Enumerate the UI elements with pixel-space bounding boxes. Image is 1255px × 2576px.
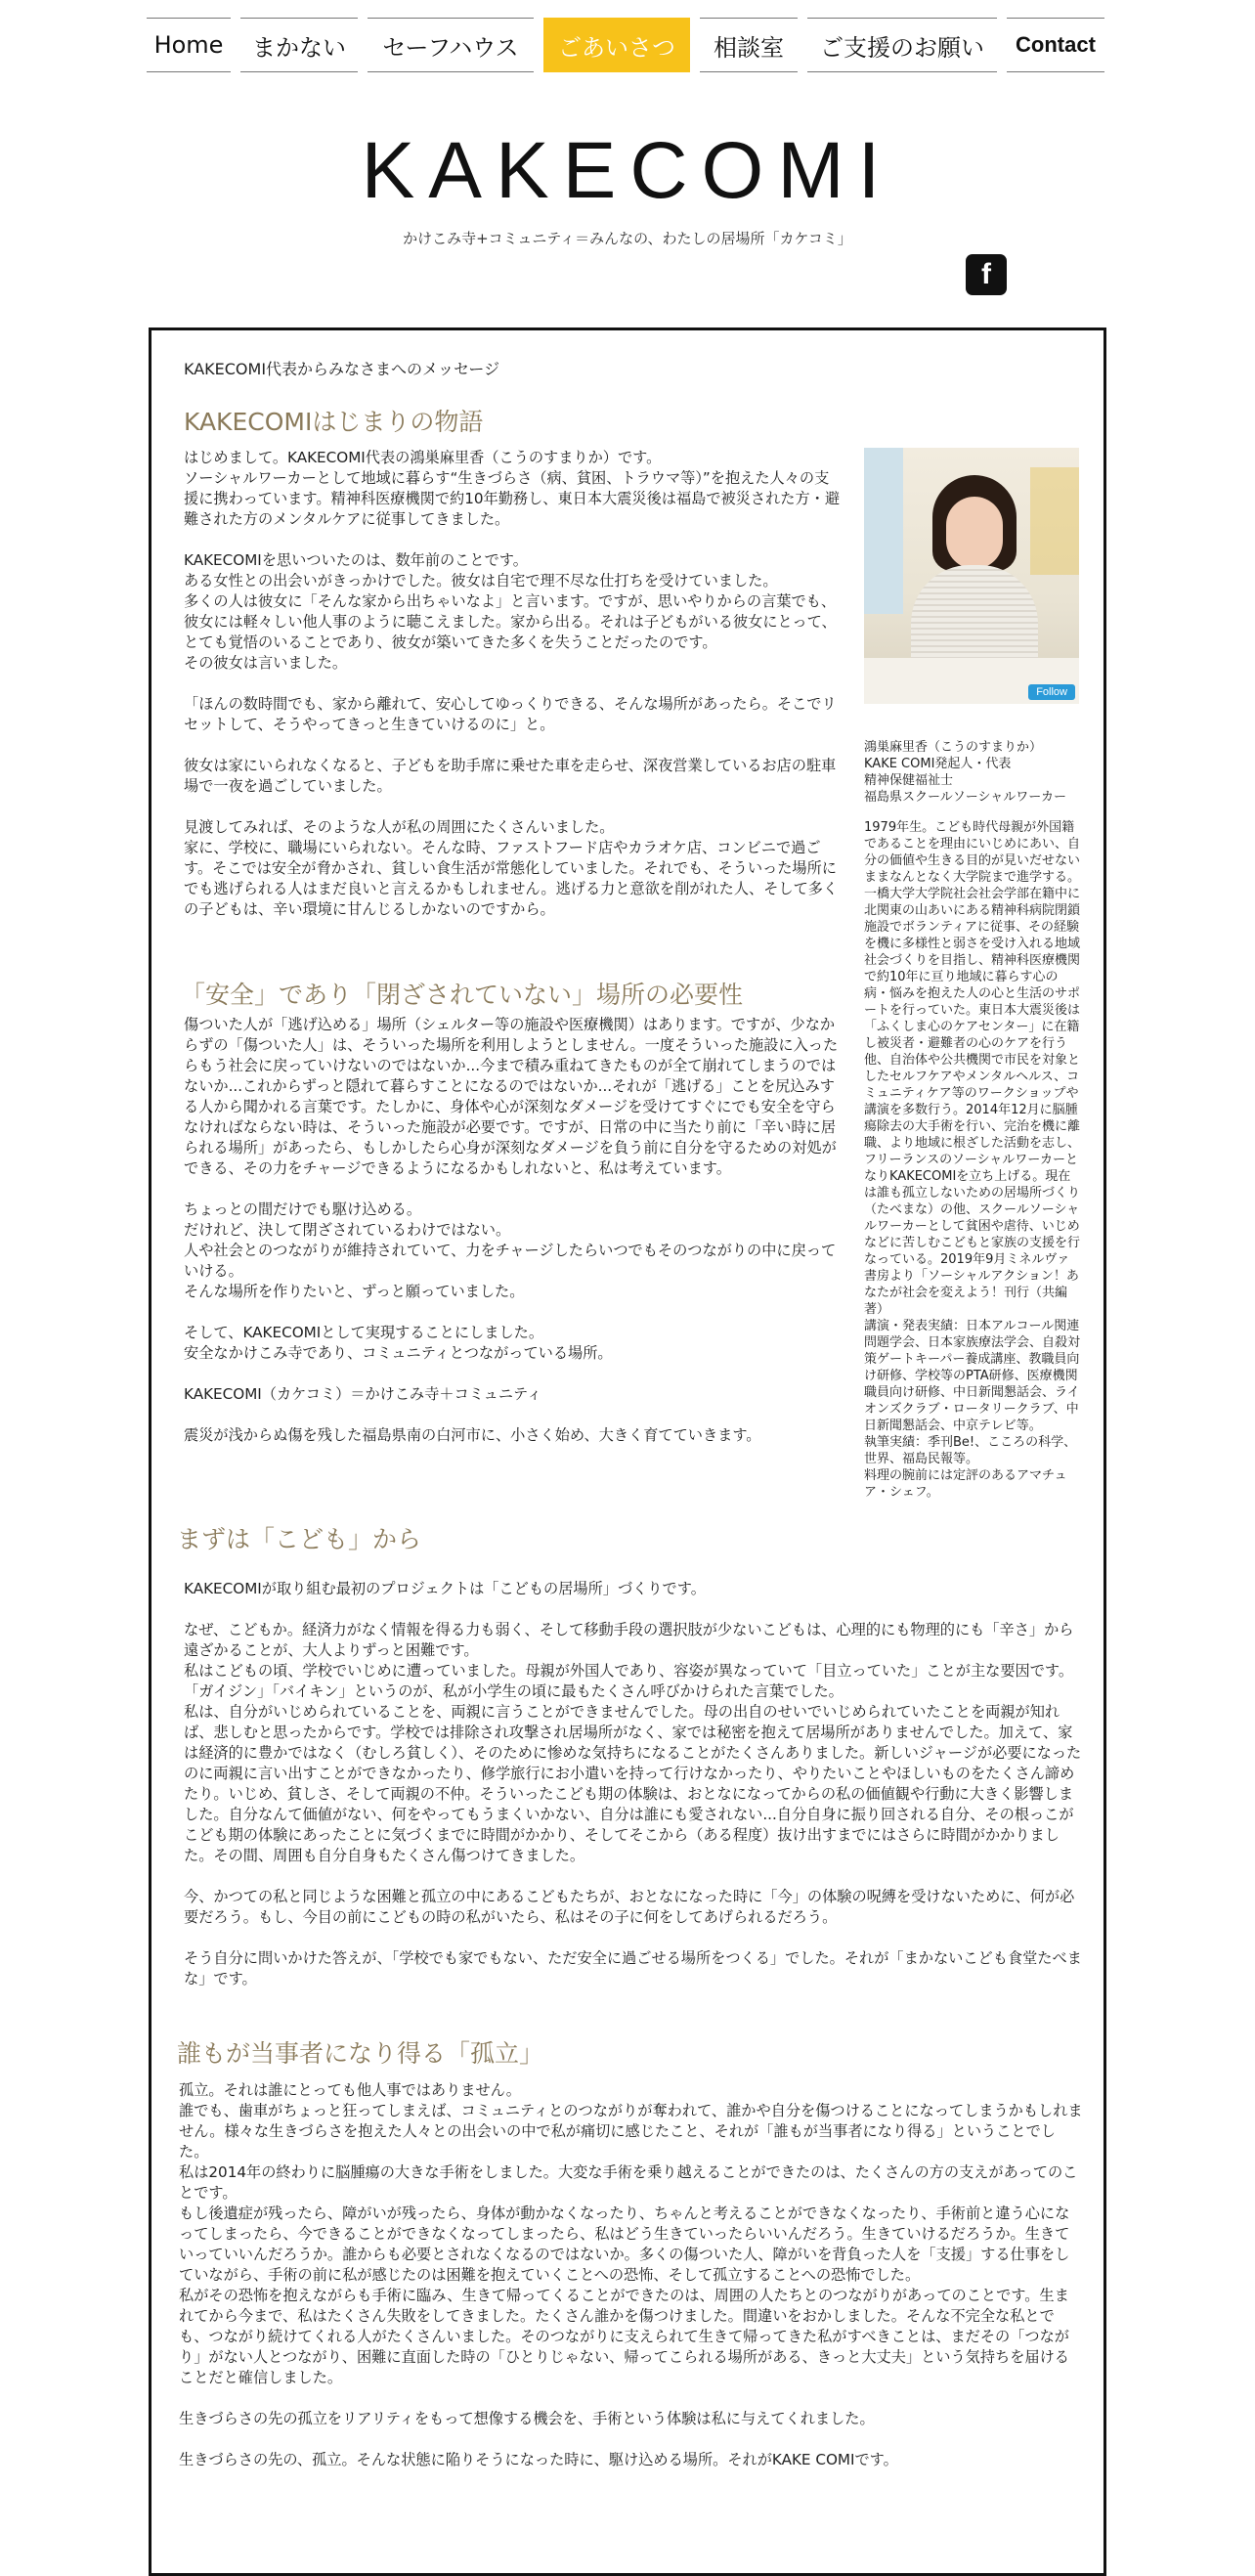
profile-bio: 1979年生。こども時代母親が外国籍であることを理由にいじめにあい、自分の価値や生きる目的が見いだせないままなんとなく大学院まで進学する。一橋大学大学院社会社会学部在籍中に北関東の山あいにある精神科病院閉鎖施設でボランティアに従事、その経験を機に多様性と弱さを受け入れる地域社会づくりを目指し、精神科医療機関で約10年に亘り地域に暮らす心の病・悩みを抱えた人の心と生活のサポートを行っていた。東日本大震災後は「ふくしま心のケアセンター」に在籍し被災者・避難者の心のケアを行う他、自治体や公共機関で市民を対象としたセルフケアやメンタルヘルス、コミュニティケア等のワークショップや講演を多数行う。2014年12月に脳腫瘍除去の大手術を行い、完治を機に離職、より地域に根ざした活動を志し、フリーランスのソーシャルワーカーとなりKAKECOMIを立ち上げる。現在は誰も孤立しないための居場所づくり（たべまな）の他、スクールソーシャルワーカーとして貧困や虐待、いじめなどに苦しむこどもと家族の支援を行なっている。2019年9月ミネルヴァ書房より「ソーシャルアクション！あなたが社会を変えよう！刊行（共編著） 講演・発表実績：日本アルコール関連問題学会、日本家族療法学会、自殺対策ゲートキーパー養成講座、教職員向け研修、学校等のPTA研修、医療機関職員向け研修、中日新聞懇話会、ライオンズクラブ・ロータリークラブ、中日新聞懇話会、中京テレビ等。 執筆実績：季刊Be!、こころの科学、世界、福島民報等。 料理の腕前には定評のあるアマチュア・シェフ。 [864, 820, 1081, 1500]
nav-support[interactable] [807, 18, 997, 72]
tagline: かけこみ寺+コミュニティ＝みんなの、わたしの居場所「カケコミ」 [403, 230, 852, 247]
nav-contact[interactable] [1007, 18, 1104, 72]
section-body-safety: 傷ついた人が「逃げ込める」場所（シェルター等の施設や医療機関）はあります。ですが、少なからずの「傷ついた人」は、そういった場所を利用しようとしません。一度そういった施設に入ったらもう社会に戻っていけないのではないか...今まで積み重ねてきたものが全て崩れてしまうのではないか...これからずっと隠れて暮らすことになるのではないか...それが「逃げる」ことを尻込みする人から聞かれる言葉です。たしかに、身体や心が深刻なダメージを受けてすぐにでも安全を守らなければならない時は、そういった施設が必要です。ですが、日常の中に当たり前に「辛い時に居られる場所」があったら、もしかしたら心身が深刻なダメージを負う前に自分を守るための対処ができる、その力をチャージできるようになるかもしれないと、私は考えています。 ちょっとの間だけでも駆け込める。 だけれど、決して閉ざされているわけではない。 人や社会とのつながりが維持されていて、力をチャージしたらいつでもそのつながりの中に戻っていける。 そんな場所を作りたいと、ずっと願っていました。 そして、KAKECOMIとして実現することにしました。 安全なかけこみ寺であり、コミュニティとつながっている場所。 KAKECOMI（カケコミ）＝かけこみ寺＋コミュニティ 震災が浅からぬ傷を残した福島県南の白河市に、小さく始め、大きく育てていきます。 [184, 1016, 839, 1444]
section-heading-isolation: 誰もが当事者になり得る「孤立」 [177, 2039, 544, 2068]
nav-greeting[interactable] [543, 18, 690, 72]
nav-consultation-label: 相談室 [714, 33, 784, 62]
nav-support-label: ご支援のお願い [820, 33, 984, 62]
nav-greeting-label: ごあいさつ [558, 33, 675, 62]
nav-contact-label: Contact [1016, 32, 1096, 57]
nav-home[interactable] [147, 18, 231, 72]
twitter-follow-button[interactable]: Follow [1028, 684, 1075, 700]
section-heading-story: KAKECOMIはじまりの物語 [184, 408, 484, 436]
facebook-icon[interactable]: f [966, 254, 1007, 295]
section-body-children: KAKECOMIが取り組む最初のプロジェクトは「こどもの居場所」づくりです。 なぜ、こどもか。経済力がなく情報を得る力も弱く、そして移動手段の選択肢が少ないこどもは、心理的にも物理的にも「辛さ」から遠ざかることが、大人よりずっと困難です。 私はこどもの頃、学校でいじめに遭っていました。母親が外国人であり、容姿が異なっていて「目立っていた」ことが主な要因です。「ガイジン」「バイキン」というのが、私が小学生の頃に最もたくさん呼びかけられた言葉でした。 私は、自分がいじめられていることを、両親に言うことができませんでした。母の出自のせいでいじめられていたことを両親が知れば、悲しむと思ったからです。学校では排除され攻撃され居場所がなく、家では秘密を抱えて居場所がありませんでした。加えて、家は経済的に豊かではなく（むしろ貧しく）、そのために惨めな気持ちになることがたくさんありました。新しいジャージが必要になったのに両親に言い出すことができなかったり、修学旅行にお小遣いを持って行けなかったり、やりたいことやほしいものをたくさん諦めたり。いじめ、貧しさ、そして両親の不仲。そういったこども期の体験は、おとなになってからの私の価値観や行動に大きく影響しました。自分なんて価値がない、何をやってもうまくいかない、自分は誰にも愛されない...自分自身に振り回される自分、その根っこがこども期の体験にあったことに気づくまでに時間がかかり、そしてそこから（ある程度）抜け出すまでにはさらに時間がかかりました。その間、周囲も自分自身もたくさん傷つけてきました。 今、かつての私と同じような困難と孤立の中にあるこどもたちが、おとなになった時に「今」の体験の呪縛を受けないために、何が必要だろう。もし、今目の前にこどもの時の私がいたら、私はその子に何をしてあげられるだろう。 そう自分に問いかけた答えが、「学校でも家でもない、ただ安全に過ごせる場所をつくる」でした。それが「まかないこども食堂たべまな」です。 [184, 1580, 1082, 1987]
content-box [149, 327, 1106, 2576]
nav-home-label: Home [153, 31, 224, 59]
nav-safehouse[interactable] [368, 18, 534, 72]
main-nav [147, 18, 1104, 74]
section-heading-safety: 「安全」であり「閉ざされていない」場所の必要性 [181, 981, 744, 1009]
site-logo[interactable]: KAKECOMI [361, 126, 894, 215]
founder-photo [864, 448, 1079, 704]
section-body-story: はじめまして。KAKECOMI代表の鴻巣麻里香（こうのすまりか）です。 ソーシャルワーカーとして地域に暮らす“生きづらさ（病、貧困、トラウマ等）”を抱えた人々の支援に携わっています。精神科医療機関で約10年勤務し、東日本大震災後は福島で被災された方・避難された方のメンタルケアに従事してきました。 KAKECOMIを思いついたのは、数年前のことです。 ある女性との出会いがきっかけでした。彼女は自宅で理不尽な仕打ちを受けていました。 多くの人は彼女に「そんな家から出ちゃいなよ」と言います。ですが、思いやりからの言葉でも、彼女には軽々しい他人事のように聴こえました。家から出る。それは子どもがいる彼女にとって、とても覚悟のいることであり、彼女が築いてきた多くを失うことだったのです。 その彼女は言いました。 「ほんの数時間でも、家から離れて、安心してゆっくりできる、そんな場所があったら。そこでリセットして、そうやってきっと生きていけるのに」と。 彼女は家にいられなくなると、子どもを助手席に乗せた車を走らせ、深夜営業しているお店の駐車場で一夜を過ごしていました。 見渡してみれば、そのような人が私の周囲にたくさんいました。 家に、学校に、職場にいられない。そんな時、ファストフード店やカラオケ店、コンビニで過ごす。そこでは安全が脅かされ、貧しい食生活が常態化していました。それでも、そういった場所にでも逃げられる人はまだ良いと言えるかもしれません。逃げる力と意欲を削がれた人、そして多くの子どもは、辛い環境に甘んじるしかないのですから。 [184, 449, 841, 918]
nav-consultation[interactable] [700, 18, 798, 72]
nav-makanai[interactable] [240, 18, 358, 72]
section-heading-children: まずは「こども」から [177, 1525, 422, 1553]
nav-safehouse-label: セーフハウス [382, 33, 519, 62]
intro-text: KAKECOMI代表からみなさまへのメッセージ [184, 360, 500, 378]
nav-makanai-label: まかない [252, 33, 346, 62]
profile-name-block: 鴻巣麻里香（こうのすまりか） KAKE COMI発起人・代表 精神保健福祉士 福島県スクールソーシャルワーカー [864, 740, 1066, 805]
section-body-isolation: 孤立。それは誰にとっても他人事ではありません。 誰でも、歯車がちょっと狂ってしまえば、コミュニティとのつながりが奪われて、誰かや自分を傷つけることになってしまうかもしれません。様々な生きづらさを抱えた人々との出会いの中で私が痛切に感じたこと、それが「誰もが当事者になり得る」ということでした。 私は2014年の終わりに脳腫瘍の大きな手術をしました。大変な手術を乗り越えることができたのは、たくさんの方の支えがあってのことです。 もし後遺症が残ったら、障がいが残ったら、身体が動かなくなったり、ちゃんと考えることができなくなったり、手術前と違う心になってしまったら、今できることができなくなってしまったら、私はどう生きていったらいいんだろう。生きていけるだろうか。生きていっていいんだろうか。誰からも必要とされなくなるのではないか。多くの傷ついた人、障がいを背負った人を「支援」する仕事をしていながら、手術の前に私が感じたのは困難を抱えていくことへの恐怖、そして孤立することへの恐怖でした。 私がその恐怖を抱えながらも手術に臨み、生きて帰ってくることができたのは、周囲の人たちとのつながりがあってのことです。生まれてから今まで、私はたくさん失敗をしてきました。たくさん誰かを傷つけました。間違いをおかしました。そんな不完全な私とでも、つながり続けてくれる人がたくさんいました。そのつながりに支えられて生きて帰ってきた私がすべきことは、まだその「つながり」がない人とつながり、困難に直面した時の「ひとりじゃない、帰ってこられる場所がある、きっと大丈夫」という気持ちを届けることだと確信しました。 生きづらさの先の孤立をリアリティをもって想像する機会を、手術という体験は私に与えてくれました。 生きづらさの先の、孤立。そんな状態に陥りそうになった時に、駆け込める場所。それがKAKE COMIです。 [179, 2081, 1083, 2468]
